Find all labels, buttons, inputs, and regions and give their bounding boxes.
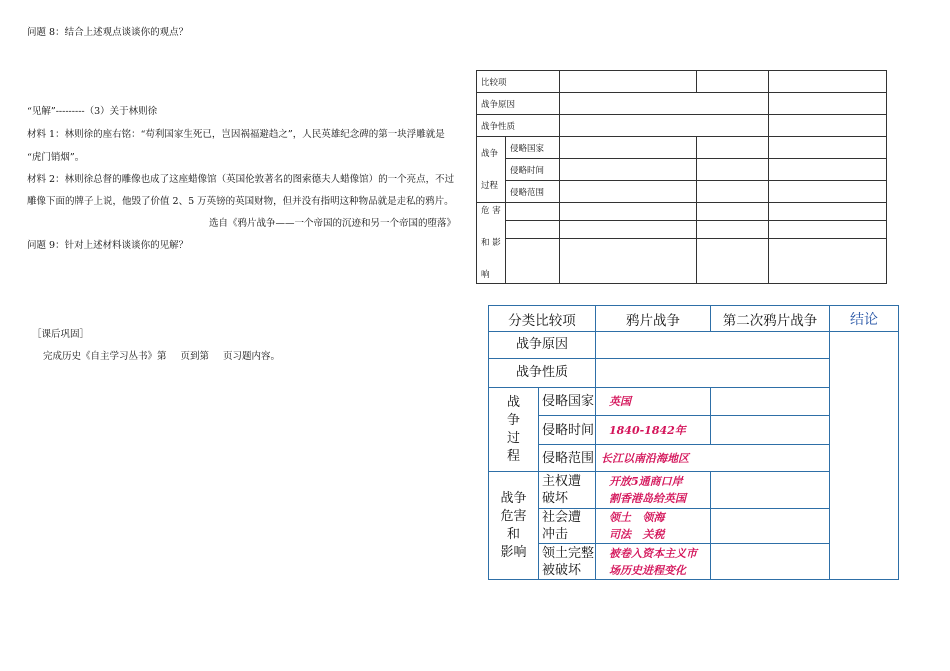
cell-blank: [506, 239, 560, 284]
cell-blank: [560, 239, 697, 284]
sub-label-invading-country: 侵略国家: [539, 388, 596, 416]
cell-blank: [596, 332, 830, 359]
cell-blank: [560, 115, 769, 137]
cell-blank: [769, 239, 887, 284]
handwritten-answer: 长江以南沿海地区: [601, 451, 689, 465]
cell-blank: [697, 181, 769, 203]
handwritten-answer: 1840-1842年: [609, 423, 686, 437]
viewpoint-dashes: ---------: [55, 106, 85, 117]
viewpoint-quote: “见解”: [27, 106, 56, 117]
handwritten-answer: 开放5通商口岸: [609, 475, 683, 488]
handwritten-answer: 场历史进程变化: [609, 563, 686, 577]
material-1-line-1: 材料 1：林则徐的座右铭：“苟利国家生死已，岂因祸福避趋之”，人民英雄纪念碑的第一块浮雕就是: [27, 129, 445, 140]
cell-blank: [769, 203, 887, 221]
consolidation-title: ［课后巩固］: [32, 329, 90, 340]
row-label-war-cause: 战争原因: [477, 93, 560, 115]
sub-label-invading-country: 侵略国家: [506, 137, 560, 159]
cell-blank: [697, 159, 769, 181]
cell-blank: [769, 71, 887, 93]
question-9: 问题 9：针对上述材料谈谈你的见解？: [27, 240, 189, 251]
impact-label-c: 响: [481, 270, 490, 280]
homework-text-b: 页到第: [180, 351, 210, 362]
impact-label-a: 危 害: [481, 206, 501, 216]
header-opium-war: 鸦片战争: [596, 306, 711, 332]
answer-invasion-range: [596, 445, 830, 472]
cell-blank: [711, 416, 830, 445]
material-2-line-2: 雕像下面的牌子上说，他毁了价值 2、5 万英镑的英国财物，但并没有指明这种物品就是走私的鸦片。: [27, 196, 454, 207]
cell-conclusion-blank: [830, 332, 899, 580]
handwritten-answer: 司法 关税: [609, 528, 665, 541]
material-1-line-2: “虎门销烟”。: [27, 152, 85, 163]
cell-blank: [769, 181, 887, 203]
header-conclusion: 结论: [830, 306, 899, 332]
cell-blank: [769, 137, 887, 159]
cell-blank: [560, 203, 697, 221]
cell-blank: [711, 509, 830, 544]
war-process-label-b: 过程: [481, 180, 499, 191]
handwritten-answer: 被卷入资本主义市: [609, 546, 697, 560]
sub-label-invasion-range: 侵略范围: [506, 181, 560, 203]
answer-society: [596, 509, 711, 544]
cell-blank: [596, 359, 830, 388]
sub-label-invasion-range: 侵略范围: [539, 445, 596, 472]
cell-blank: [560, 159, 697, 181]
answer-invading-country: [596, 388, 711, 416]
material-source: 选自《鸦片战争——一个帝国的沉迹和另一个帝国的堕落》: [209, 218, 457, 229]
homework-line: [43, 352, 280, 362]
sub-label-invasion-time: 侵略时间: [506, 159, 560, 181]
cell-blank: [560, 137, 697, 159]
row-label-harm-impact: 战争 危害 和 影响: [489, 472, 539, 580]
cell-blank: [560, 93, 769, 115]
comparison-table-answers: [488, 305, 899, 580]
cell-blank: [506, 221, 560, 239]
row-label-war-nature: 战争性质: [489, 359, 596, 388]
row-label-war-nature: 战争性质: [477, 115, 560, 137]
cell-blank: [560, 71, 697, 93]
handwritten-answer: 割香港岛给英国: [609, 492, 686, 505]
sub-label-territory: 领土完整 被破坏: [539, 544, 596, 580]
row-label-harm-impact: [477, 203, 506, 284]
cell-blank: [769, 93, 887, 115]
question-8: 问题 8：结合上述观点谈谈你的观点？: [27, 27, 189, 38]
homework-text-a: 完成历史《自主学习丛书》第: [43, 351, 167, 362]
cell-blank: [711, 544, 830, 580]
row-label-war-process: 战 争 过 程: [489, 388, 539, 472]
row-label-war-process: [477, 137, 506, 203]
cell-blank: [697, 221, 769, 239]
header-compare-item: 分类比较项: [489, 306, 596, 332]
cell-blank: [506, 203, 560, 221]
handwritten-answer: 领土 领海: [609, 511, 665, 524]
cell-blank: [769, 115, 887, 137]
sub-label-sovereignty: 主权遭 破坏: [539, 472, 596, 509]
war-process-label-a: 战争: [481, 148, 499, 159]
sub-label-society: 社会遭 冲击: [539, 509, 596, 544]
material-2-line-1: 材料 2：林则徐总督的雕像也成了这座蜡像馆（英国伦敦著名的图索德夫人蜡像馆）的一个亮点，不过: [27, 174, 455, 185]
answer-sovereignty: [596, 472, 711, 509]
cell-blank: [560, 181, 697, 203]
row-label-compare-item: 比较项: [477, 71, 560, 93]
sub-label-invasion-time: 侵略时间: [539, 416, 596, 445]
viewpoint-heading: [27, 107, 157, 117]
viewpoint-topic: （3）关于林则徐: [84, 106, 158, 117]
cell-blank: [697, 137, 769, 159]
row-label-war-cause: 战争原因: [489, 332, 596, 359]
comparison-table-blank: [476, 70, 887, 284]
handwritten-answer: 英国: [609, 395, 631, 408]
cell-blank: [560, 221, 697, 239]
cell-blank: [697, 203, 769, 221]
impact-label-b: 和 影: [481, 238, 501, 248]
cell-blank: [769, 159, 887, 181]
header-second-opium-war: 第二次鸦片战争: [711, 306, 830, 332]
cell-blank: [711, 388, 830, 416]
cell-blank: [711, 472, 830, 509]
answer-invasion-time: [596, 416, 711, 445]
homework-text-c: 页习题内容。: [223, 351, 281, 362]
cell-blank: [697, 71, 769, 93]
cell-blank: [769, 221, 887, 239]
answer-territory: [596, 544, 711, 580]
cell-blank: [697, 239, 769, 284]
